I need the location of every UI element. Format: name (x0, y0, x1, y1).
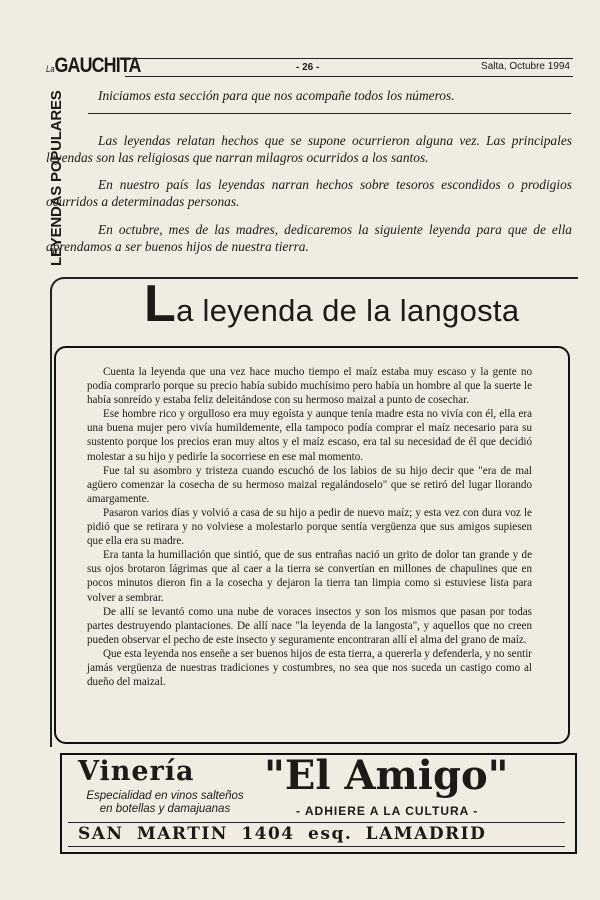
ad-specialty-line: en botellas y damajuanas (99, 803, 231, 815)
story-paragraph: Ese hombre rico y orgulloso era muy egoísta y aunque tenía madre esta no vivía con él, ella era una buena mujer pero vivía humildemente, ella tampoco podía comprar el maíz necesario para su sustento porque los precios eran muy altos y el maíz escaso, era tal su necesidad de él que decidió molestar a su hijo y pedirle la socorriese en ese mal momento. (87, 408, 532, 463)
intro-paragraph: En nuestro país las leyendas narran hechos sobre tesoros escondidos o prodigios ocurridos a determinadas personas. (46, 177, 572, 210)
ad-shop-name: Vinería (78, 756, 195, 787)
issue-date: Salta, Octubre 1994 (481, 61, 570, 72)
intro-paragraph: En octubre, mes de las madres, dedicaremos la siguiente leyenda para que de ella aprendamos a ser buenos hijos de nuestra tierra. (46, 221, 572, 254)
story-paragraph: De allí se levantó como una nube de voraces insectos y son los mismos que pasan por todas partes destruyendo plantaciones. De allí nace "la leyenda de la langosta", y aquellos que no creen pueden observar el pecho de este insecto y seguramente encontraran allí el alma del grano de maíz. (87, 605, 532, 646)
story-paragraph: Pasaron varios días y volvió a casa de su hijo a pedir de nuevo maíz; y esta vez con dura voz le pidió que se retirara y no volviese a molestarlo porque sentía vergüenza que sus amigos supiesen que ella era su madre. (87, 506, 532, 548)
intro-text (46, 132, 572, 265)
intro-lead: Iniciamos esta sección para que nos acompañe todos los números. (98, 88, 455, 103)
ad-address: SAN MARTIN 1404 esq. LAMADRID (78, 824, 487, 844)
magazine-logo-text: GAUCHITA (54, 54, 141, 77)
magazine-logo: LaGAUCHITA (46, 54, 141, 77)
story-title-initial: L (144, 275, 177, 333)
section-label: LEYENDAS POPULARES (48, 90, 65, 266)
story-paragraph: Fue tal su asombro y tristeza cuando escuchó de los labios de su hijo decir que "era de mal agüero comenzar la cosecha de su hermoso maizal regalándoselo" que se retiró del lugar llorando amargamente. (87, 464, 532, 505)
story-body (87, 365, 532, 689)
header-rule-bottom (125, 76, 573, 77)
ad-rule-bottom (68, 846, 565, 847)
story-title (144, 274, 519, 334)
ad-brand: "El Amigo" (264, 752, 509, 799)
header-rule-top (125, 58, 573, 59)
intro-rule (88, 113, 571, 114)
page-number: - 26 - (296, 62, 320, 73)
ad-specialty (70, 790, 260, 816)
ad-rule-top (68, 822, 565, 823)
story-paragraph: Era tanta la humillación que sintió, que de sus entrañas nació un grito de dolor tan grande y de sus ojos brotaron lágrimas que al caer a la tierra se convertían en millones de chapulines que en pocos minutos dieron fin a la cosecha y dejaron la tierra tan limpia como si estuviese lista para volver a sembrar. (87, 549, 532, 604)
ad-specialty-line: Especialidad en vinos salteños (86, 790, 244, 802)
story-paragraph: Que esta leyenda nos enseñe a ser buenos hijos de esta tierra, a quererla y defenderla, y no sentir jamás vergüenza de nuestras tradiciones y costumbres, no sea que nos suceda un castigo como al dueño del maizal. (87, 647, 532, 689)
intro-paragraph: Las leyendas relatan hechos que se supone ocurrieron alguna vez. Las principales leyendas son las religiosas que narran milagros ocurridos a los santos. (46, 133, 572, 166)
ad-tagline: - ADHIERE A LA CULTURA - (296, 804, 479, 818)
story-paragraph: Cuenta la leyenda que una vez hace mucho tiempo el maíz estaba muy escaso y la gente no podía comprarlo porque su precio había subido muchísimo pero había un hombre al que la suerte le había sonreído y estaba feliz deleitándose con su hermoso maizal a punto de cosechar. (87, 366, 532, 407)
story-title-rest: a leyenda de la langosta (176, 293, 520, 328)
